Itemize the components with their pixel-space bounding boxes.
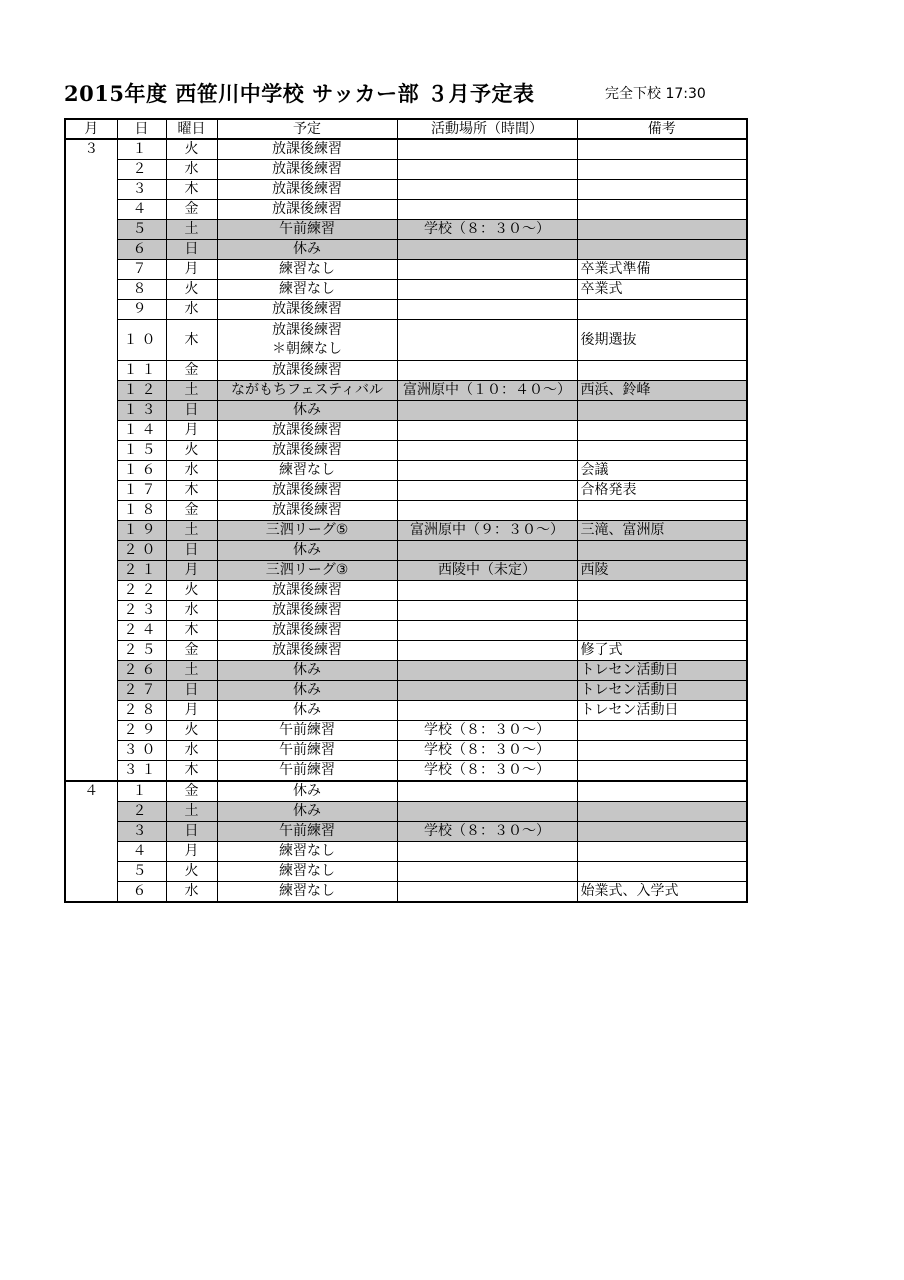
plan-text: 休み bbox=[293, 241, 321, 257]
place-cell: 学校（８：３０～） bbox=[397, 822, 577, 842]
day-cell: １６ bbox=[117, 461, 166, 481]
day-cell: ２ bbox=[117, 802, 166, 822]
plan-cell bbox=[217, 661, 397, 681]
schedule-table bbox=[64, 118, 748, 903]
table-row bbox=[65, 541, 747, 561]
day-cell: ９ bbox=[117, 300, 166, 320]
table-row bbox=[65, 481, 747, 501]
plan-text: ＊朝練なし bbox=[272, 341, 342, 357]
table-row bbox=[65, 882, 747, 903]
plan-cell bbox=[217, 882, 397, 903]
place-cell bbox=[397, 501, 577, 521]
note-cell bbox=[577, 139, 747, 160]
plan-text: 放課後練習 bbox=[272, 362, 342, 378]
day-cell: ５ bbox=[117, 220, 166, 240]
weekday-cell: 日 bbox=[166, 681, 217, 701]
plan-text: 放課後練習 bbox=[272, 141, 342, 157]
weekday-cell: 日 bbox=[166, 541, 217, 561]
plan-cell bbox=[217, 260, 397, 280]
plan-text: 休み bbox=[293, 682, 321, 698]
table-row bbox=[65, 139, 747, 160]
note-cell bbox=[577, 781, 747, 802]
weekday-cell: 木 bbox=[166, 180, 217, 200]
note-cell: トレセン活動日 bbox=[577, 701, 747, 721]
col-header-note: 備考 bbox=[577, 119, 747, 139]
place-cell: 富洲原中（１０：４０～） bbox=[397, 381, 577, 401]
place-cell bbox=[397, 180, 577, 200]
place-cell bbox=[397, 160, 577, 180]
plan-text: 練習なし bbox=[279, 843, 335, 859]
weekday-cell: 火 bbox=[166, 280, 217, 300]
day-cell: ２２ bbox=[117, 581, 166, 601]
note-cell bbox=[577, 441, 747, 461]
note-cell bbox=[577, 501, 747, 521]
day-cell: １１ bbox=[117, 361, 166, 381]
day-cell: １７ bbox=[117, 481, 166, 501]
note-cell: 始業式、入学式 bbox=[577, 882, 747, 903]
weekday-cell: 月 bbox=[166, 842, 217, 862]
page-title: 2015年度 西笹川中学校 サッカー部 ３月予定表 bbox=[64, 81, 535, 106]
table-row bbox=[65, 320, 747, 361]
weekday-cell: 水 bbox=[166, 160, 217, 180]
day-cell: ５ bbox=[117, 862, 166, 882]
weekday-cell: 金 bbox=[166, 641, 217, 661]
place-cell bbox=[397, 802, 577, 822]
col-header-month: 月 bbox=[65, 119, 117, 139]
plan-cell bbox=[217, 461, 397, 481]
weekday-cell: 土 bbox=[166, 381, 217, 401]
plan-cell bbox=[217, 862, 397, 882]
plan-text: 放課後練習 bbox=[272, 422, 342, 438]
table-row bbox=[65, 441, 747, 461]
plan-cell bbox=[217, 601, 397, 621]
plan-text: 放課後練習 bbox=[272, 322, 342, 338]
note-cell: 卒業式準備 bbox=[577, 260, 747, 280]
place-cell: 学校（８：３０～） bbox=[397, 721, 577, 741]
note-cell bbox=[577, 160, 747, 180]
plan-cell bbox=[217, 741, 397, 761]
plan-text: 午前練習 bbox=[279, 823, 335, 839]
place-cell bbox=[397, 421, 577, 441]
table-row bbox=[65, 160, 747, 180]
table-row bbox=[65, 842, 747, 862]
weekday-cell: 金 bbox=[166, 200, 217, 220]
month-cell: ４ bbox=[65, 781, 117, 902]
col-header-weekday: 曜日 bbox=[166, 119, 217, 139]
day-cell: ８ bbox=[117, 280, 166, 300]
weekday-cell: 水 bbox=[166, 882, 217, 903]
plan-text: 休み bbox=[293, 803, 321, 819]
plan-cell bbox=[217, 501, 397, 521]
note-cell: トレセン活動日 bbox=[577, 661, 747, 681]
weekday-cell: 木 bbox=[166, 621, 217, 641]
plan-cell bbox=[217, 139, 397, 160]
plan-cell bbox=[217, 320, 397, 361]
note-cell: トレセン活動日 bbox=[577, 681, 747, 701]
note-cell bbox=[577, 862, 747, 882]
note-cell bbox=[577, 361, 747, 381]
weekday-cell: 月 bbox=[166, 561, 217, 581]
day-cell: ２０ bbox=[117, 541, 166, 561]
place-cell bbox=[397, 260, 577, 280]
table-row bbox=[65, 561, 747, 581]
place-cell bbox=[397, 361, 577, 381]
plan-cell bbox=[217, 561, 397, 581]
table-row bbox=[65, 240, 747, 260]
place-cell bbox=[397, 701, 577, 721]
page-header bbox=[64, 78, 764, 110]
place-cell bbox=[397, 781, 577, 802]
plan-text: 練習なし bbox=[279, 281, 335, 297]
place-cell bbox=[397, 441, 577, 461]
table-row bbox=[65, 260, 747, 280]
plan-cell bbox=[217, 441, 397, 461]
plan-text: 午前練習 bbox=[279, 221, 335, 237]
weekday-cell: 土 bbox=[166, 661, 217, 681]
table-row bbox=[65, 621, 747, 641]
day-cell: １８ bbox=[117, 501, 166, 521]
day-cell: ２４ bbox=[117, 621, 166, 641]
place-cell bbox=[397, 461, 577, 481]
table-row bbox=[65, 200, 747, 220]
day-cell: ２９ bbox=[117, 721, 166, 741]
day-cell: ７ bbox=[117, 260, 166, 280]
plan-cell bbox=[217, 401, 397, 421]
day-cell: ２８ bbox=[117, 701, 166, 721]
note-cell bbox=[577, 180, 747, 200]
note-cell bbox=[577, 621, 747, 641]
plan-cell bbox=[217, 421, 397, 441]
day-cell: ３ bbox=[117, 822, 166, 842]
weekday-cell: 土 bbox=[166, 220, 217, 240]
plan-text: 午前練習 bbox=[279, 722, 335, 738]
table-row bbox=[65, 721, 747, 741]
place-cell bbox=[397, 401, 577, 421]
place-cell bbox=[397, 641, 577, 661]
note-cell bbox=[577, 802, 747, 822]
day-cell: １ bbox=[117, 139, 166, 160]
plan-cell bbox=[217, 541, 397, 561]
day-cell: ３０ bbox=[117, 741, 166, 761]
weekday-cell: 金 bbox=[166, 501, 217, 521]
day-cell: １０ bbox=[117, 320, 166, 361]
day-cell: ２６ bbox=[117, 661, 166, 681]
note-cell: 三滝、富洲原 bbox=[577, 521, 747, 541]
plan-cell bbox=[217, 381, 397, 401]
day-cell: ６ bbox=[117, 240, 166, 260]
table-row bbox=[65, 862, 747, 882]
table-row bbox=[65, 501, 747, 521]
table-row bbox=[65, 741, 747, 761]
plan-cell bbox=[217, 280, 397, 300]
table-row bbox=[65, 581, 747, 601]
table-row bbox=[65, 761, 747, 782]
weekday-cell: 木 bbox=[166, 320, 217, 361]
plan-text: 放課後練習 bbox=[272, 161, 342, 177]
place-cell bbox=[397, 481, 577, 501]
day-cell: １４ bbox=[117, 421, 166, 441]
plan-text: 休み bbox=[293, 702, 321, 718]
plan-cell bbox=[217, 160, 397, 180]
day-cell: ２３ bbox=[117, 601, 166, 621]
weekday-cell: 月 bbox=[166, 421, 217, 441]
weekday-cell: 土 bbox=[166, 521, 217, 541]
day-cell: ２７ bbox=[117, 681, 166, 701]
weekday-cell: 月 bbox=[166, 260, 217, 280]
weekday-cell: 日 bbox=[166, 822, 217, 842]
day-cell: １２ bbox=[117, 381, 166, 401]
note-cell bbox=[577, 200, 747, 220]
note-cell bbox=[577, 822, 747, 842]
day-cell: ４ bbox=[117, 842, 166, 862]
plan-text: 放課後練習 bbox=[272, 201, 342, 217]
table-row bbox=[65, 822, 747, 842]
table-row bbox=[65, 701, 747, 721]
plan-text: 練習なし bbox=[279, 863, 335, 879]
plan-text: 放課後練習 bbox=[272, 602, 342, 618]
plan-text: 練習なし bbox=[279, 883, 335, 899]
table-row bbox=[65, 220, 747, 240]
place-cell bbox=[397, 842, 577, 862]
weekday-cell: 水 bbox=[166, 461, 217, 481]
schedule-body bbox=[65, 139, 747, 902]
plan-text: 午前練習 bbox=[279, 742, 335, 758]
plan-cell bbox=[217, 802, 397, 822]
plan-text: ながもちフェスティバル bbox=[231, 382, 383, 398]
day-cell: １５ bbox=[117, 441, 166, 461]
table-row bbox=[65, 661, 747, 681]
plan-text: 放課後練習 bbox=[272, 482, 342, 498]
place-cell bbox=[397, 240, 577, 260]
note-cell: 修了式 bbox=[577, 641, 747, 661]
day-cell: ４ bbox=[117, 200, 166, 220]
plan-cell bbox=[217, 822, 397, 842]
plan-text: 休み bbox=[293, 402, 321, 418]
plan-text: 休み bbox=[293, 662, 321, 678]
place-cell: 富洲原中（９：３０～） bbox=[397, 521, 577, 541]
plan-cell bbox=[217, 200, 397, 220]
plan-cell bbox=[217, 721, 397, 741]
note-cell: 西陵 bbox=[577, 561, 747, 581]
table-row bbox=[65, 461, 747, 481]
plan-cell bbox=[217, 781, 397, 802]
note-cell: 会議 bbox=[577, 461, 747, 481]
plan-cell bbox=[217, 641, 397, 661]
note-cell bbox=[577, 581, 747, 601]
day-cell: １ bbox=[117, 781, 166, 802]
col-header-place: 活動場所（時間） bbox=[397, 119, 577, 139]
table-header-row bbox=[65, 119, 747, 139]
place-cell bbox=[397, 621, 577, 641]
plan-text: 放課後練習 bbox=[272, 181, 342, 197]
day-cell: １９ bbox=[117, 521, 166, 541]
place-cell bbox=[397, 581, 577, 601]
weekday-cell: 火 bbox=[166, 721, 217, 741]
table-row bbox=[65, 180, 747, 200]
note-cell bbox=[577, 842, 747, 862]
table-row bbox=[65, 300, 747, 320]
weekday-cell: 日 bbox=[166, 401, 217, 421]
month-cell: ３ bbox=[65, 139, 117, 781]
plan-cell bbox=[217, 521, 397, 541]
table-row bbox=[65, 681, 747, 701]
weekday-cell: 水 bbox=[166, 741, 217, 761]
day-cell: ３ bbox=[117, 180, 166, 200]
day-cell: ６ bbox=[117, 882, 166, 903]
plan-text: 放課後練習 bbox=[272, 642, 342, 658]
note-cell: 合格発表 bbox=[577, 481, 747, 501]
note-cell bbox=[577, 541, 747, 561]
place-cell: 西陵中（未定） bbox=[397, 561, 577, 581]
note-cell bbox=[577, 741, 747, 761]
plan-text: 午前練習 bbox=[279, 762, 335, 778]
weekday-cell: 月 bbox=[166, 701, 217, 721]
plan-text: 放課後練習 bbox=[272, 502, 342, 518]
plan-text: 三泗リーグ⑤ bbox=[265, 522, 349, 538]
plan-cell bbox=[217, 581, 397, 601]
note-cell: 卒業式 bbox=[577, 280, 747, 300]
weekday-cell: 火 bbox=[166, 862, 217, 882]
day-cell: １３ bbox=[117, 401, 166, 421]
weekday-cell: 木 bbox=[166, 481, 217, 501]
place-cell bbox=[397, 139, 577, 160]
col-header-plan: 予定 bbox=[217, 119, 397, 139]
table-row bbox=[65, 601, 747, 621]
table-row bbox=[65, 421, 747, 441]
note-cell bbox=[577, 421, 747, 441]
note-cell bbox=[577, 721, 747, 741]
place-cell bbox=[397, 280, 577, 300]
place-cell bbox=[397, 862, 577, 882]
place-cell bbox=[397, 541, 577, 561]
weekday-cell: 火 bbox=[166, 441, 217, 461]
note-cell bbox=[577, 401, 747, 421]
dismissal-time: 完全下校 17:30 bbox=[605, 86, 706, 102]
note-cell bbox=[577, 300, 747, 320]
table-row bbox=[65, 781, 747, 802]
table-row bbox=[65, 381, 747, 401]
note-cell: 西浜、鈴峰 bbox=[577, 381, 747, 401]
note-cell: 後期選抜 bbox=[577, 320, 747, 361]
plan-text: 放課後練習 bbox=[272, 622, 342, 638]
day-cell: ３１ bbox=[117, 761, 166, 782]
plan-cell bbox=[217, 842, 397, 862]
table-row bbox=[65, 521, 747, 541]
plan-cell bbox=[217, 681, 397, 701]
col-header-day: 日 bbox=[117, 119, 166, 139]
plan-text: 練習なし bbox=[279, 261, 335, 277]
plan-text: 放課後練習 bbox=[272, 582, 342, 598]
table-row bbox=[65, 802, 747, 822]
plan-cell bbox=[217, 240, 397, 260]
table-row bbox=[65, 641, 747, 661]
plan-cell bbox=[217, 180, 397, 200]
place-cell: 学校（８：３０～） bbox=[397, 761, 577, 782]
note-cell bbox=[577, 601, 747, 621]
weekday-cell: 火 bbox=[166, 581, 217, 601]
plan-text: 練習なし bbox=[279, 462, 335, 478]
place-cell bbox=[397, 661, 577, 681]
weekday-cell: 金 bbox=[166, 781, 217, 802]
place-cell bbox=[397, 601, 577, 621]
place-cell bbox=[397, 300, 577, 320]
plan-cell bbox=[217, 701, 397, 721]
day-cell: ２ bbox=[117, 160, 166, 180]
plan-text: 三泗リーグ③ bbox=[265, 562, 349, 578]
table-row bbox=[65, 280, 747, 300]
plan-text: 放課後練習 bbox=[272, 301, 342, 317]
place-cell bbox=[397, 882, 577, 903]
table-row bbox=[65, 401, 747, 421]
day-cell: ２１ bbox=[117, 561, 166, 581]
day-cell: ２５ bbox=[117, 641, 166, 661]
weekday-cell: 水 bbox=[166, 601, 217, 621]
place-cell: 学校（８：３０～） bbox=[397, 741, 577, 761]
weekday-cell: 金 bbox=[166, 361, 217, 381]
note-cell bbox=[577, 240, 747, 260]
note-cell bbox=[577, 220, 747, 240]
weekday-cell: 水 bbox=[166, 300, 217, 320]
table-row bbox=[65, 361, 747, 381]
plan-text: 休み bbox=[293, 542, 321, 558]
plan-cell bbox=[217, 621, 397, 641]
weekday-cell: 日 bbox=[166, 240, 217, 260]
weekday-cell: 火 bbox=[166, 139, 217, 160]
plan-text: 休み bbox=[293, 783, 321, 799]
weekday-cell: 土 bbox=[166, 802, 217, 822]
plan-cell bbox=[217, 361, 397, 381]
place-cell bbox=[397, 681, 577, 701]
weekday-cell: 木 bbox=[166, 761, 217, 782]
plan-text: 放課後練習 bbox=[272, 442, 342, 458]
place-cell: 学校（８：３０～） bbox=[397, 220, 577, 240]
place-cell bbox=[397, 320, 577, 361]
note-cell bbox=[577, 761, 747, 782]
plan-cell bbox=[217, 300, 397, 320]
plan-cell bbox=[217, 481, 397, 501]
plan-cell bbox=[217, 220, 397, 240]
place-cell bbox=[397, 200, 577, 220]
plan-cell bbox=[217, 761, 397, 782]
